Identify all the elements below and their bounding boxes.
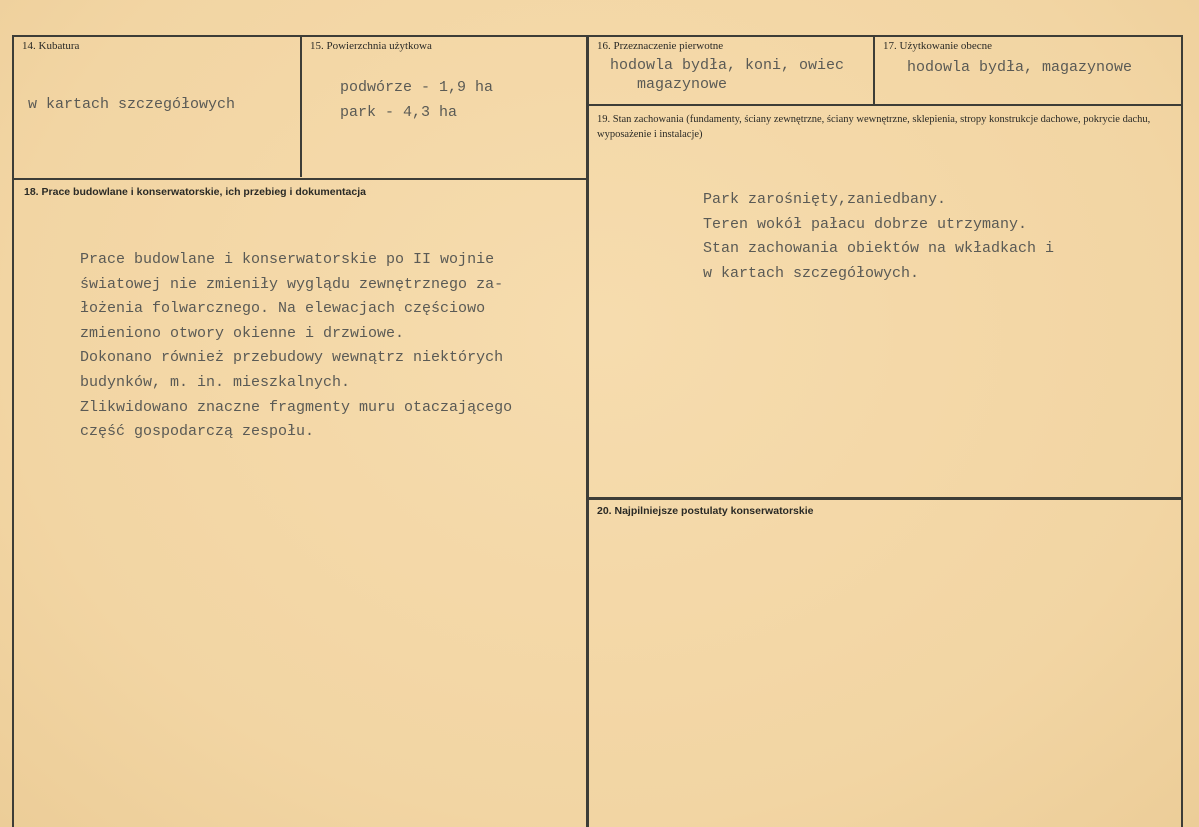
field-18-line: łożenia folwarcznego. Na elewacjach częściowo — [80, 300, 486, 318]
left-border — [12, 35, 14, 827]
field-16-line: magazynowe — [637, 76, 728, 93]
field-15-label: 15. Powierzchnia użytkowa — [310, 40, 432, 52]
right-border — [1181, 35, 1183, 827]
field-18-line: Prace budowlane i konserwatorskie po II wojnie — [80, 251, 495, 268]
center-divider — [586, 35, 589, 827]
field-14-value: w kartach szczegółowych — [28, 96, 236, 113]
field-17-value: hodowla bydła, magazynowe — [907, 59, 1133, 76]
field-18-line: część gospodarczą zespołu. — [80, 423, 315, 441]
field-15-value — [340, 75, 493, 125]
field-18-line: zmieniono otwory okienne i drzwiowe. — [80, 324, 405, 342]
field-15-line: podwórze - 1,9 ha — [340, 79, 494, 96]
field-19-line: Park zarośnięty,zaniedbany. — [703, 191, 947, 208]
field-19-line: w kartach szczegółowych. — [703, 264, 920, 282]
field-19-label: 19. Stan zachowania (fundamenty, ściany zewnętrzne, ściany wewnętrzne, sklepienia, stropy konstrukcje dachowe, pokrycie dachu, wyposażenie i instalacje) — [597, 114, 1151, 140]
field-19-line: Teren wokół pałacu dobrze utrzymany. — [703, 215, 1028, 233]
field-14-label: 14. Kubatura — [22, 40, 80, 52]
divider-16-17 — [873, 35, 875, 105]
field-16-label: 16. Przeznaczenie pierwotne — [597, 40, 724, 52]
field-16-value — [610, 56, 844, 94]
row-divider-right-bottom — [588, 497, 1182, 500]
field-20-label: 20. Najpilniejsze postulaty konserwatorskie — [597, 505, 814, 517]
divider-14-15 — [300, 35, 302, 177]
row-divider-left — [12, 178, 588, 180]
field-19-value — [703, 188, 1054, 286]
field-18-line: budynków, m. in. mieszkalnych. — [80, 373, 351, 391]
field-17-label: 17. Użytkowanie obecne — [883, 40, 993, 52]
row-divider-right-top — [588, 104, 1182, 106]
field-16-line: hodowla bydła, koni, owiec — [610, 57, 845, 74]
field-19-line: Stan zachowania obiektów na wkładkach i — [703, 240, 1055, 258]
field-18-label: 18. Prace budowlane i konserwatorskie, ich przebieg i dokumentacja — [24, 186, 366, 198]
field-18-value — [80, 248, 512, 445]
field-18-line: Dokonano również przebudowy wewnątrz niektórych — [80, 349, 504, 367]
field-18-line: światowej nie zmieniły wyglądu zewnętrznego za- — [80, 275, 504, 293]
field-18-line: Zlikwidowano znaczne fragmenty muru otaczającego — [80, 398, 513, 416]
top-border — [12, 35, 1182, 37]
field-15-line: park - 4,3 ha — [340, 104, 458, 121]
